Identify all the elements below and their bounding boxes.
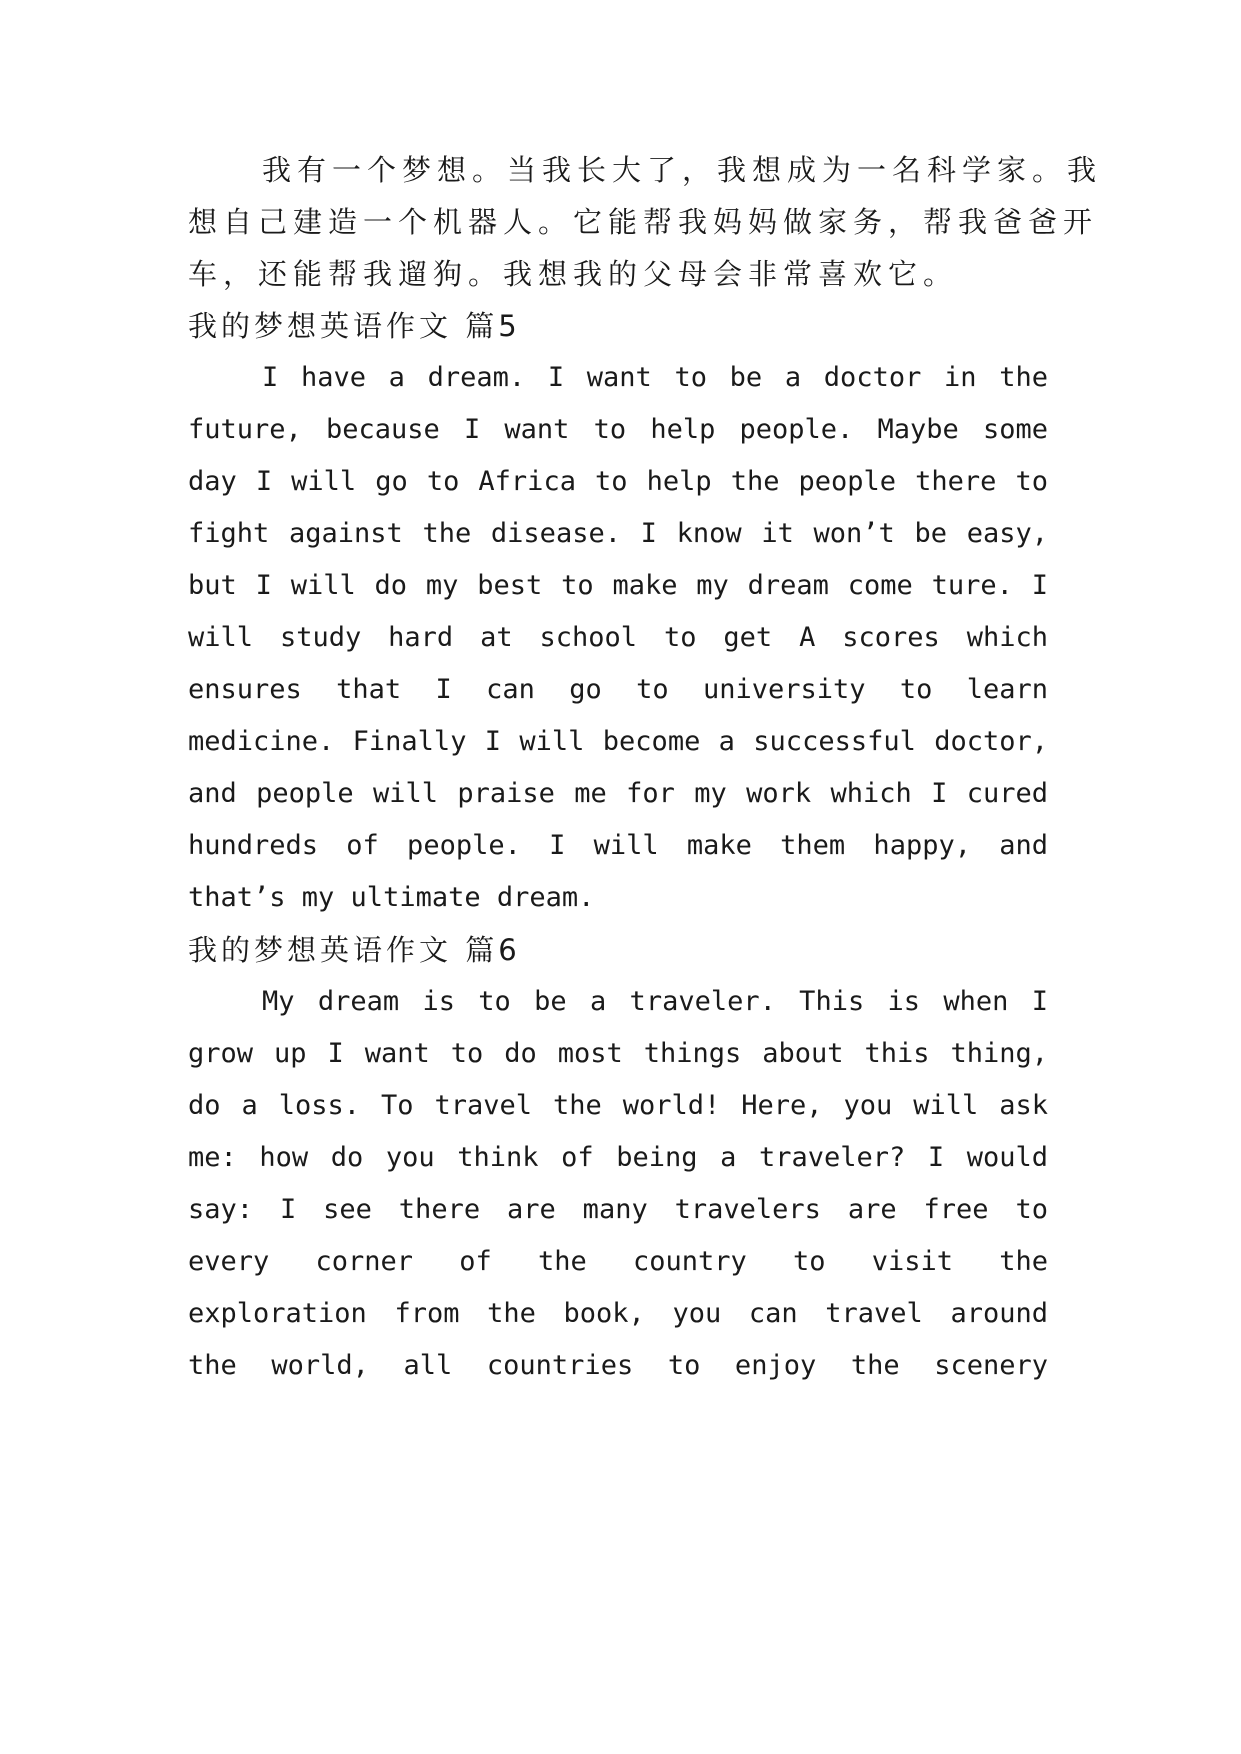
s5-line-7: ensures that I can go to university to learn xyxy=(188,674,1048,705)
s5-line-4: fight against the disease. I know it won’t be easy, xyxy=(188,518,1048,549)
s5-line-6: will study hard at school to get A scores which xyxy=(188,622,1048,653)
s5-line-2: future, because I want to help people. Maybe some xyxy=(188,414,1048,445)
s5-line-10: hundreds of people. I will make them happy, and xyxy=(188,830,1048,861)
intro-line-2: 想自己建造一个机器人。它能帮我妈妈做家务，帮我爸爸开 xyxy=(188,205,1099,239)
s6-line-2: grow up I want to do most things about this thing, xyxy=(188,1038,1048,1069)
s6-line-5: say: I see there are many travelers are free to xyxy=(188,1194,1048,1225)
section-heading-6: 我的梦想英语作文 篇6 xyxy=(188,933,521,967)
s5-line-11: that’s my ultimate dream. xyxy=(188,882,595,913)
section-heading-5: 我的梦想英语作文 篇5 xyxy=(188,309,521,343)
s6-line-7: exploration from the book, you can travel around xyxy=(188,1298,1048,1329)
intro-line-3: 车，还能帮我遛狗。我想我的父母会非常喜欢它。 xyxy=(188,257,959,291)
s6-line-8: the world, all countries to enjoy the scenery xyxy=(188,1350,1048,1381)
s6-line-3: do a loss. To travel the world! Here, you will ask xyxy=(188,1090,1048,1121)
s5-line-3: day I will go to Africa to help the people there to xyxy=(188,466,1048,497)
s6-line-6: every corner of the country to visit the xyxy=(188,1246,1048,1277)
s6-line-4: me: how do you think of being a traveler? I would xyxy=(188,1142,1048,1173)
s5-line-5: but I will do my best to make my dream come ture. I xyxy=(188,570,1048,601)
s5-line-9: and people will praise me for my work which I cured xyxy=(188,778,1048,809)
s5-line-8: medicine. Finally I will become a successful doctor, xyxy=(188,726,1048,757)
s5-line-1: I have a dream. I want to be a doctor in the xyxy=(262,362,1048,393)
s6-line-1: My dream is to be a traveler. This is when I xyxy=(262,986,1048,1017)
intro-line-1: 我有一个梦想。当我长大了，我想成为一名科学家。我 xyxy=(262,153,1103,187)
